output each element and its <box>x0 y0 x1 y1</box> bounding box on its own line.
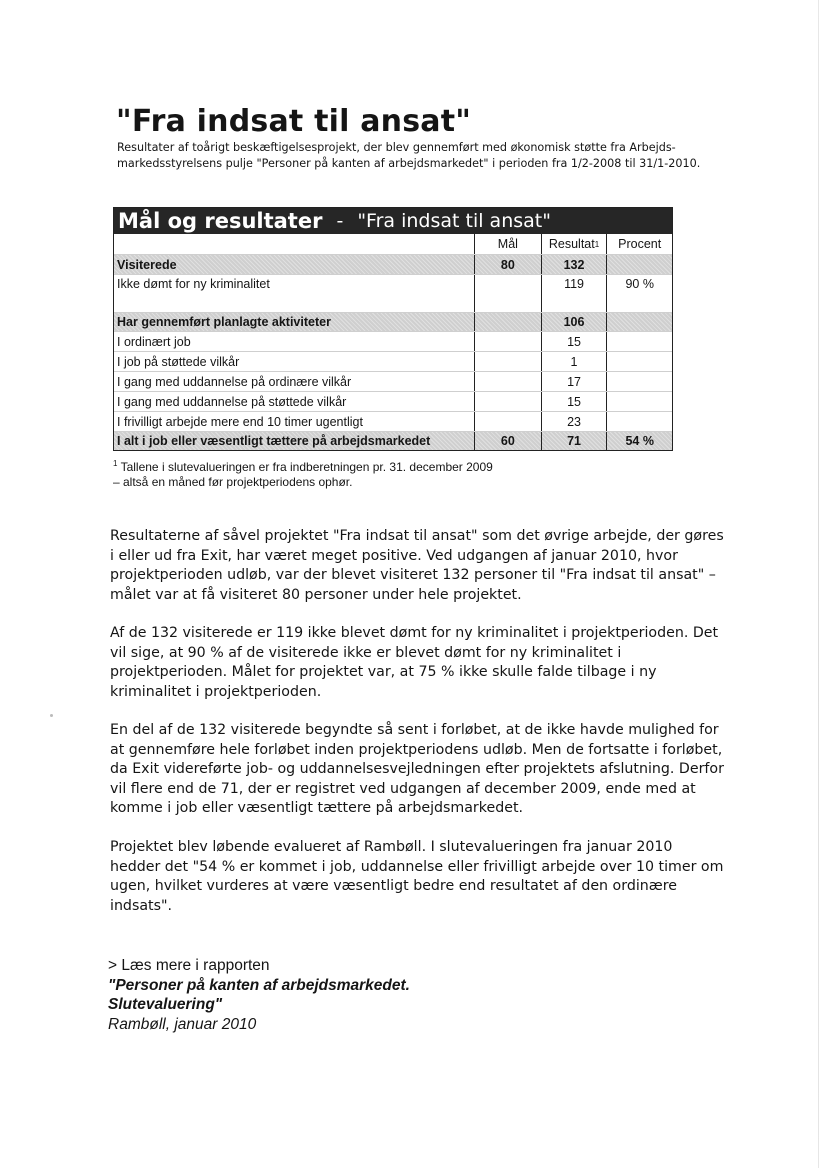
footnote-line: – altså en måned før projektperiodens ophør. <box>113 475 353 489</box>
footnote-line <box>113 456 493 475</box>
row-procent <box>606 372 672 391</box>
row-procent: 90 % <box>606 275 672 312</box>
scan-dot <box>50 714 53 717</box>
body-paragraph <box>110 527 750 605</box>
row-procent <box>606 313 672 331</box>
row-maal <box>474 412 541 431</box>
row-procent <box>606 332 672 351</box>
paragraph-line: da Exit videreførte job- og uddannelsesvejledningen efter projektets afslutning. Derfor <box>110 761 724 777</box>
row-resultat: 1 <box>541 352 607 371</box>
row-procent <box>606 412 672 431</box>
row-maal <box>474 352 541 371</box>
footnote-marker: 1 <box>113 459 118 468</box>
results-table <box>113 207 673 451</box>
row-resultat: 71 <box>541 432 607 450</box>
page-title: "Fra indsat til ansat" <box>116 104 472 139</box>
paragraph-line: vil flere end de 71, der er registret ved udgangen af december 2009, ende med at <box>110 780 696 797</box>
table-row <box>114 351 672 371</box>
paragraph-line: Resultaterne af såvel projektet "Fra indsat til ansat" som det øvrige arbejde, der gøres <box>110 528 724 544</box>
column-header-resultat-text: Resultat <box>548 237 595 251</box>
table-row <box>114 411 672 431</box>
row-resultat: 119 <box>541 275 607 312</box>
row-label: Ikke dømt for ny kriminalitet <box>117 277 270 291</box>
paragraph-line: i eller ud fra Exit, har været meget positive. Ved udgangen af januar 2010, hvor <box>110 547 678 564</box>
page-subtitle <box>117 140 757 171</box>
body-paragraph <box>110 838 750 916</box>
row-maal <box>474 332 541 351</box>
paragraph-line: En del af de 132 visiterede begyndte så sent i forløbet, at de ikke havde mulighed for <box>110 722 719 738</box>
row-resultat: 132 <box>541 255 607 274</box>
table-row <box>114 254 672 274</box>
row-maal <box>474 313 541 331</box>
row-maal <box>474 372 541 391</box>
row-resultat: 17 <box>541 372 607 391</box>
row-resultat: 15 <box>541 332 607 351</box>
report-title: "Personer på kanten af arbejdsmarkedet. <box>108 976 410 994</box>
table-column-header <box>114 234 672 254</box>
table-row <box>114 312 672 331</box>
paragraph-line: Projektet blev løbende evalueret af Rambøll. I slutevalueringen fra januar 2010 <box>110 839 673 855</box>
row-label: I gang med uddannelse på ordinære vilkår <box>117 374 352 389</box>
table-subtitle: "Fra indsat til ansat" <box>357 210 551 232</box>
table-row <box>114 371 672 391</box>
row-procent <box>606 392 672 411</box>
paragraph-line: ugen, hvilket vurderes at være væsentligt bedre end resultatet af den ordinære <box>110 878 677 894</box>
footnote-text: Tallene i slutevalueringen er fra indberetningen pr. 31. december 2009 <box>120 460 493 474</box>
table-row <box>114 391 672 411</box>
row-label: I ordinært job <box>117 334 191 349</box>
paragraph-line: Af de 132 visiterede er 119 ikke blevet dømt for ny kriminalitet i projektperioden. Det <box>110 625 719 641</box>
table-row-total <box>114 431 672 450</box>
paragraph-line: at gennemføre hele forløbet inden projektperiodens udløb. Men de fortsatte i forløbet, <box>110 741 723 758</box>
row-label: I frivilligt arbejde mere end 10 timer ugentligt <box>117 414 363 429</box>
footnote-ref: 1 <box>594 239 600 249</box>
paragraph-line: komme i job eller væsentligt tættere på arbejdsmarkedet. <box>110 800 524 816</box>
row-maal: 80 <box>474 255 541 274</box>
table-row <box>114 274 672 312</box>
table-row <box>114 331 672 351</box>
row-procent: 54 % <box>606 432 672 450</box>
row-resultat: 106 <box>541 313 607 331</box>
subtitle-line: markedsstyrelsens pulje "Personer på kanten af arbejdsmarkedet" i perioden fra 1/2-2008 til 31/1-2010. <box>117 156 701 170</box>
paragraph-line: projektperioden udløb, var der blevet visiteret 132 personer til "Fra indsat til ansat" – <box>110 567 716 583</box>
row-label: Visiterede <box>117 257 177 272</box>
read-more-reference <box>108 956 748 1034</box>
table-title: Mål og resultater <box>118 209 323 233</box>
read-more-line <box>108 956 748 995</box>
paragraph-line: indsats". <box>110 897 173 914</box>
row-maal <box>474 392 541 411</box>
paragraph-line: hedder det "54 % er kommet i job, uddannelse eller frivilligt arbejde over 10 timer om <box>110 858 724 875</box>
row-resultat: 23 <box>541 412 607 431</box>
report-title-cont: Slutevaluering" <box>108 996 223 1013</box>
table-title-dash: - <box>336 210 344 232</box>
row-maal: 60 <box>474 432 541 450</box>
subtitle-line: Resultater af toårigt beskæftigelsesprojekt, der blev gennemført med økonomisk støtte fra Arbejds- <box>117 141 676 154</box>
column-header-procent: Procent <box>606 234 672 254</box>
paragraph-line: målet var at få visiteret 80 personer under hele projektet. <box>110 586 522 603</box>
row-label: I job på støttede vilkår <box>117 354 240 369</box>
column-header-maal: Mål <box>474 234 541 254</box>
read-more-line <box>108 995 748 1034</box>
row-label: I gang med uddannelse på støttede vilkår <box>117 394 347 409</box>
read-more-prefix: > Læs mere i rapporten <box>108 957 270 974</box>
body-paragraph <box>110 721 750 819</box>
row-label: I alt i job eller væsentligt tættere på arbejdsmarkedet <box>117 434 431 448</box>
row-maal <box>474 275 541 312</box>
column-header-label <box>114 234 474 254</box>
paragraph-line: kriminalitet i projektperioden. <box>110 683 322 700</box>
report-source: Rambøll, januar 2010 <box>108 1015 257 1033</box>
row-label: Har gennemført planlagte aktiviteter <box>117 315 331 329</box>
paragraph-line: vil sige, at 90 % af de visiterede ikke er blevet dømt for ny kriminalitet i <box>110 644 622 661</box>
scan-edge <box>818 0 819 1168</box>
paragraph-line: projektperioden. Målet for projektet var, at 75 % ikke skulle falde tilbage i ny <box>110 664 657 680</box>
row-procent <box>606 255 672 274</box>
column-header-resultat <box>541 234 607 254</box>
body-paragraph <box>110 624 750 702</box>
table-title-bar <box>114 208 672 234</box>
row-procent <box>606 352 672 371</box>
row-resultat: 15 <box>541 392 607 411</box>
table-footnote <box>113 456 493 490</box>
